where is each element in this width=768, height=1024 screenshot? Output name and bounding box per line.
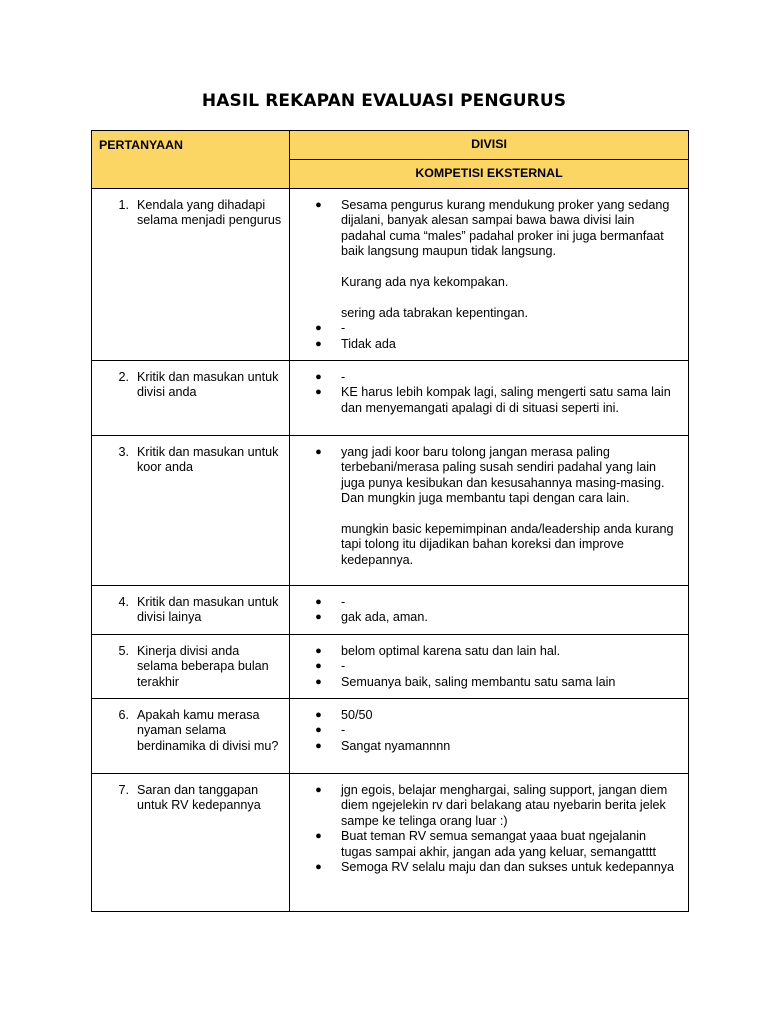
question-number: 1. xyxy=(118,198,129,212)
question-text: Kendala yang dihadapi selama menjadi pengurus xyxy=(137,198,282,228)
answer-cell xyxy=(290,699,689,774)
list-item xyxy=(290,829,676,860)
question-text: Saran dan tanggapan untuk RV kedepannya xyxy=(137,783,261,813)
bullet-icon: ● xyxy=(315,861,322,874)
list-item xyxy=(290,739,676,754)
division-name-label: KOMPETISI EKSTERNAL xyxy=(415,166,563,181)
answer-text: Semoga RV selalu maju dan dan sukses untuk kedepannya xyxy=(341,860,675,875)
answer-list xyxy=(290,708,676,754)
answer-cell xyxy=(290,774,689,912)
bullet-icon: ● xyxy=(315,322,322,335)
question-text: Apakah kamu merasa nyaman selama berdinamika di divisi mu? xyxy=(137,708,279,753)
answer-list xyxy=(290,783,676,875)
table-row xyxy=(92,189,689,361)
evaluation-table xyxy=(91,130,689,912)
table-row xyxy=(92,634,689,698)
question-cell xyxy=(92,774,290,912)
answer-text: Sangat nyamannnn xyxy=(341,738,451,753)
list-item xyxy=(290,370,676,385)
question-cell xyxy=(92,361,290,436)
question-cell xyxy=(92,189,290,361)
question-number: 6. xyxy=(118,708,129,723)
list-item xyxy=(290,783,676,829)
answer-list xyxy=(290,445,676,507)
question-text: Kritik dan masukan untuk divisi lainya xyxy=(137,595,279,625)
answer-text: Semuanya baik, saling membantu satu sama lain xyxy=(341,674,616,689)
bullet-icon: ● xyxy=(315,611,322,624)
answer-list xyxy=(290,321,676,352)
answer-text: - xyxy=(341,659,346,674)
question-cell xyxy=(92,634,290,698)
question-number: 2. xyxy=(118,370,129,385)
bullet-icon: ● xyxy=(315,660,322,673)
header-question-label: PERTANYAAN xyxy=(99,138,183,152)
answer-text: sering ada tabrakan kepentingan. xyxy=(341,305,528,320)
answer-text: - xyxy=(341,321,346,336)
bullet-icon: ● xyxy=(315,709,322,722)
table-row xyxy=(92,361,689,436)
question-text: Kinerja divisi anda selama beberapa bulan terakhir xyxy=(137,643,269,689)
answer-text: Buat teman RV semua semangat yaaa buat ngejalanin tugas sampai akhir, jangan ada yang keluar, semangatttt xyxy=(341,829,657,859)
answer-list xyxy=(290,198,676,260)
answer-cell xyxy=(290,361,689,436)
bullet-icon: ● xyxy=(315,596,322,609)
list-item xyxy=(290,595,676,610)
bullet-icon: ● xyxy=(315,386,322,399)
answer-text: - xyxy=(341,595,346,610)
list-item xyxy=(290,860,676,875)
answer-text: gak ada, aman. xyxy=(341,610,428,625)
answer-list xyxy=(290,595,676,626)
question-text: Kritik dan masukan untuk divisi anda xyxy=(137,370,279,400)
answer-text: mungkin basic kepemimpinan anda/leadership anda kurang tapi tolong itu dijadikan bahan koreksi dan improve kedepannya. xyxy=(341,522,674,567)
table-row xyxy=(92,774,689,912)
answer-text: jgn egois, belajar menghargai, saling support, jangan diem diem ngejelekin rv dari belakang atau nyebarin berita jelek sampe ke telinga orang luar :) xyxy=(341,783,668,828)
bullet-icon: ● xyxy=(315,724,322,737)
list-item xyxy=(290,659,676,674)
answer-list xyxy=(290,370,676,416)
bullet-icon: ● xyxy=(315,337,322,350)
bullet-icon: ● xyxy=(315,739,322,752)
answer-text: Sesama pengurus kurang mendukung proker yang sedang dijalani, banyak alesan sampai bawa bawa divisi lain padahal cuma “males” padahal proker ini juga bermanfaat baik langsung maupun tidak langsung. xyxy=(341,198,670,259)
bullet-icon: ● xyxy=(315,199,322,211)
answer-cell xyxy=(290,436,689,586)
bullet-icon: ● xyxy=(315,644,322,657)
answer-cell xyxy=(290,189,689,361)
list-item xyxy=(290,198,676,260)
question-number: 5. xyxy=(118,643,129,658)
bullet-icon: ● xyxy=(315,784,322,797)
list-item xyxy=(290,610,676,625)
answer-list xyxy=(290,644,676,690)
header-division xyxy=(290,131,689,160)
question-cell xyxy=(92,586,290,635)
table-row xyxy=(92,436,689,586)
answer-text: KE harus lebih kompak lagi, saling mengerti satu sama lain dan menyemangati apalagi di di situasi seperti ini. xyxy=(341,385,671,415)
page-title: HASIL REKAPAN EVALUASI PENGURUS xyxy=(201,91,567,111)
question-text: Kritik dan masukan untuk koor anda xyxy=(137,445,279,475)
question-number: 7. xyxy=(118,783,129,798)
bullet-icon: ● xyxy=(315,371,322,384)
table-header-row xyxy=(92,131,689,160)
answer-text: Tidak ada xyxy=(341,336,396,351)
list-item xyxy=(290,321,676,336)
question-number: 4. xyxy=(118,595,129,610)
answer-text: 50/50 xyxy=(341,708,373,723)
list-item xyxy=(290,337,676,352)
answer-text: belom optimal karena satu dan lain hal. xyxy=(341,643,561,658)
question-cell xyxy=(92,436,290,586)
list-item xyxy=(290,385,676,416)
header-division-name xyxy=(290,160,689,189)
list-item xyxy=(290,708,676,723)
list-item xyxy=(290,445,676,507)
list-item xyxy=(290,675,676,690)
table-row xyxy=(92,586,689,635)
question-cell xyxy=(92,699,290,774)
bullet-icon: ● xyxy=(315,830,322,843)
question-number: 3. xyxy=(118,445,129,460)
answer-text: - xyxy=(341,370,346,385)
answer-cell xyxy=(290,586,689,635)
answer-cell xyxy=(290,634,689,698)
answer-text: Kurang ada nya kekompakan. xyxy=(341,275,509,290)
header-question xyxy=(92,131,290,189)
list-item xyxy=(290,644,676,659)
bullet-icon: ● xyxy=(315,446,322,459)
answer-text: yang jadi koor baru tolong jangan merasa paling terbebani/merasa paling susah sendiri padahal yang lain juga punya kesibukan dan kesusahannya masing-masing. Dan mungkin juga membantu tapi dengan cara lain. xyxy=(341,445,665,506)
header-division-label: DIVISI xyxy=(471,137,507,152)
answer-text: - xyxy=(341,723,346,738)
list-item xyxy=(290,723,676,738)
bullet-icon: ● xyxy=(315,675,322,688)
table-row xyxy=(92,699,689,774)
